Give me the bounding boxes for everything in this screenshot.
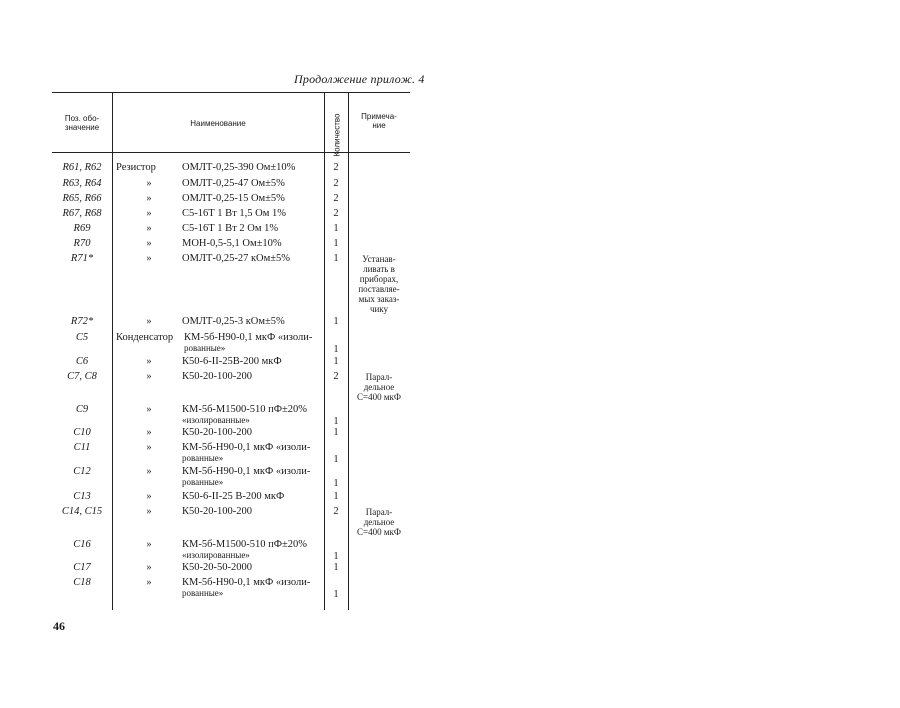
cell-name-line-1: С5-16Т 1 Вт 1,5 Ом 1% bbox=[182, 208, 286, 219]
cell-name-line-2: рованные» bbox=[182, 453, 224, 463]
cell-type: » bbox=[146, 178, 152, 189]
cell-position: C6 bbox=[75, 356, 89, 367]
cell-type: » bbox=[146, 208, 152, 219]
cell-position: R71* bbox=[70, 253, 94, 264]
cell-name bbox=[182, 577, 324, 599]
cell-position: C9 bbox=[75, 404, 89, 415]
cell-quantity: 1 bbox=[333, 316, 339, 327]
cell-name bbox=[182, 316, 324, 327]
continuation-caption: Продолжение прилож. 4 bbox=[294, 72, 425, 86]
header-qty-text: Количество bbox=[332, 113, 342, 157]
cell-name-line-1: КМ-5б-Н90-0,1 мкФ «изоли- bbox=[182, 442, 311, 453]
cell-name-line-2: рованные» bbox=[182, 588, 224, 598]
components-table bbox=[52, 92, 410, 610]
cell-type: Резистор bbox=[116, 162, 156, 173]
header-pos-line-1: Поз. обо- bbox=[64, 114, 100, 123]
cell-quantity: 1 bbox=[333, 454, 339, 465]
cell-note: Устанав- ливать в приборах, поставляе- мых заказ- чику bbox=[358, 254, 400, 314]
cell-name bbox=[182, 427, 324, 438]
cell-name-line-1: К50-20-100-200 bbox=[182, 371, 252, 382]
cell-name bbox=[182, 506, 324, 517]
cell-type: » bbox=[146, 577, 152, 588]
cell-name-line-1: КМ-5б-М1500-510 пФ±20% bbox=[182, 404, 308, 415]
cell-name bbox=[182, 356, 324, 367]
header-qty bbox=[327, 113, 347, 157]
table-top-rule bbox=[52, 92, 410, 93]
cell-quantity: 2 bbox=[333, 193, 339, 204]
cell-position: C17 bbox=[73, 562, 91, 573]
cell-name-line-2: «изолированные» bbox=[182, 415, 250, 425]
header-note bbox=[348, 112, 410, 130]
cell-name-line-1: ОМЛТ-0,25-390 Ом±10% bbox=[182, 162, 296, 173]
cell-type: » bbox=[146, 466, 152, 477]
page-number: 46 bbox=[53, 619, 65, 633]
cell-quantity: 1 bbox=[333, 589, 339, 600]
cell-type: » bbox=[146, 506, 152, 517]
cell-position: C14, C15 bbox=[61, 506, 103, 517]
cell-quantity: 2 bbox=[333, 178, 339, 189]
cell-name-line-2: рованные» bbox=[182, 477, 224, 487]
cell-position: R70 bbox=[73, 238, 91, 249]
cell-type: » bbox=[146, 238, 152, 249]
cell-type: » bbox=[146, 442, 152, 453]
cell-name-line-1: К50-20-50-2000 bbox=[182, 562, 252, 573]
cell-name-line-1: КМ-5б-Н90-0,1 мкФ «изоли- bbox=[182, 577, 311, 588]
cell-type: » bbox=[146, 316, 152, 327]
cell-quantity: 1 bbox=[333, 223, 339, 234]
header-pos bbox=[52, 114, 112, 132]
cell-quantity: 1 bbox=[333, 238, 339, 249]
cell-quantity: 1 bbox=[333, 416, 339, 427]
cell-position: R61, R62 bbox=[62, 162, 102, 173]
cell-quantity: 1 bbox=[333, 344, 339, 355]
cell-position: C18 bbox=[73, 577, 91, 588]
cell-name-line-1: С5-16Т 1 Вт 2 Ом 1% bbox=[182, 223, 279, 234]
cell-type: » bbox=[146, 427, 152, 438]
cell-position: R72* bbox=[70, 316, 94, 327]
cell-position: R63, R64 bbox=[62, 178, 102, 189]
cell-name bbox=[182, 491, 324, 502]
cell-name-line-1: КМ-5б-М1500-510 пФ±20% bbox=[182, 539, 308, 550]
cell-name-line-1: КМ-5б-Н90-0,1 мкФ «изоли- bbox=[184, 332, 313, 343]
cell-position: R67, R68 bbox=[62, 208, 102, 219]
header-note-line-2: ние bbox=[372, 121, 386, 130]
cell-position: R69 bbox=[73, 223, 91, 234]
cell-position: C13 bbox=[73, 491, 91, 502]
cell-position: C10 bbox=[73, 427, 91, 438]
cell-type: » bbox=[146, 371, 152, 382]
cell-name bbox=[182, 442, 324, 464]
cell-type: » bbox=[146, 562, 152, 573]
cell-name bbox=[182, 208, 324, 219]
cell-position: C12 bbox=[73, 466, 91, 477]
cell-name-line-2: рованные» bbox=[184, 343, 226, 353]
cell-name-line-1: К50-20-100-200 bbox=[182, 506, 252, 517]
cell-position: C7, C8 bbox=[67, 371, 97, 382]
cell-quantity: 1 bbox=[333, 491, 339, 502]
cell-name bbox=[182, 178, 324, 189]
cell-name-line-1: К50-6-II-25В-200 мкФ bbox=[182, 356, 282, 367]
cell-name bbox=[184, 332, 326, 354]
cell-position: C16 bbox=[73, 539, 91, 550]
cell-quantity: 2 bbox=[333, 371, 339, 382]
cell-name bbox=[182, 223, 324, 234]
cell-type: » bbox=[146, 253, 152, 264]
cell-name-line-1: МОН-0,5-5,1 Ом±10% bbox=[182, 238, 282, 249]
cell-quantity: 1 bbox=[333, 478, 339, 489]
cell-quantity: 1 bbox=[333, 551, 339, 562]
header-pos-line-2: значение bbox=[64, 123, 100, 132]
cell-name bbox=[182, 253, 324, 264]
cell-quantity: 1 bbox=[333, 427, 339, 438]
cell-name-line-1: ОМЛТ-0,25-47 Ом±5% bbox=[182, 178, 285, 189]
cell-type: Конденсатор bbox=[116, 332, 174, 343]
cell-position: C11 bbox=[73, 442, 91, 453]
cell-type: » bbox=[146, 356, 152, 367]
cell-name-line-1: К50-20-100-200 bbox=[182, 427, 252, 438]
cell-quantity: 2 bbox=[333, 162, 339, 173]
cell-position: R65, R66 bbox=[62, 193, 102, 204]
cell-name bbox=[182, 162, 324, 173]
cell-type: » bbox=[146, 223, 152, 234]
cell-name-line-1: КМ-5б-Н90-0,1 мкФ «изоли- bbox=[182, 466, 311, 477]
cell-name bbox=[182, 562, 324, 573]
cell-name-line-1: ОМЛТ-0,25-15 Ом±5% bbox=[182, 193, 285, 204]
cell-name bbox=[182, 466, 324, 488]
header-note-line-1: Примеча- bbox=[361, 112, 397, 121]
cell-position: C5 bbox=[75, 332, 89, 343]
cell-name bbox=[182, 238, 324, 249]
cell-note: Парал- дельное С=400 мкФ bbox=[356, 507, 401, 537]
cell-note: Парал- дельное С=400 мкФ bbox=[356, 372, 401, 402]
cell-name-line-1: ОМЛТ-0,25-3 кОм±5% bbox=[182, 316, 285, 327]
cell-quantity: 2 bbox=[333, 208, 339, 219]
column-divider-pos bbox=[112, 92, 113, 610]
cell-name-line-2: «изолированные» bbox=[182, 550, 250, 560]
header-name: Наименование bbox=[190, 119, 246, 128]
cell-name-line-1: К50-6-II-25 В-200 мкФ bbox=[182, 491, 285, 502]
cell-quantity: 1 bbox=[333, 356, 339, 367]
cell-name bbox=[182, 371, 324, 382]
cell-name-line-1: ОМЛТ-0,25-27 кОм±5% bbox=[182, 253, 291, 264]
cell-quantity: 1 bbox=[333, 253, 339, 264]
cell-name bbox=[182, 404, 324, 426]
cell-type: » bbox=[146, 404, 152, 415]
cell-type: » bbox=[146, 491, 152, 502]
cell-type: » bbox=[146, 539, 152, 550]
cell-name bbox=[182, 539, 324, 561]
table-header-rule bbox=[52, 152, 410, 153]
cell-name bbox=[182, 193, 324, 204]
cell-quantity: 2 bbox=[333, 506, 339, 517]
cell-quantity: 1 bbox=[333, 562, 339, 573]
cell-type: » bbox=[146, 193, 152, 204]
